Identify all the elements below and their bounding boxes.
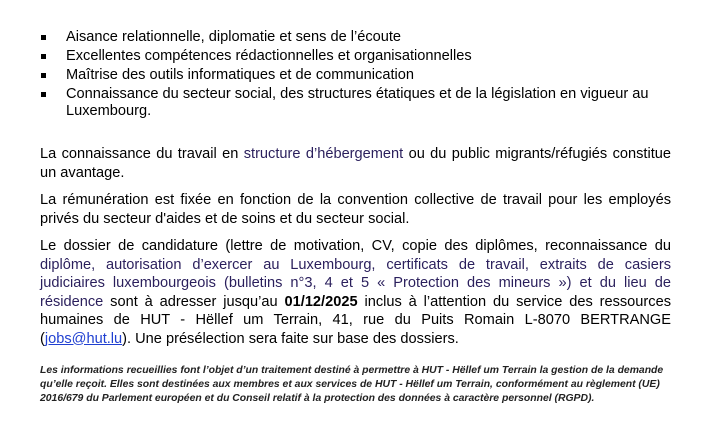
skills-list xyxy=(40,29,680,122)
deadline-date: 01/12/2025 xyxy=(284,293,358,310)
highlighted-phrase: structure d’hébergement xyxy=(243,146,404,162)
gdpr-footnote: Les informations recueillies font l’objet d’un traitement destiné à permettre à HUT - Hëllef um Terrain la gestion de la demande qu’elle reçoit. Elles sont destinées aux membres et aux services de HUT - Hëllef um Terrain, conformément au règlement (UE) 2016/679 du Parlement européen et du Conseil relatif à la protection des données à caractère personnel (RGPD). xyxy=(40,365,664,404)
list-item xyxy=(40,48,680,65)
list-item xyxy=(40,67,680,84)
advantage-paragraph: La connaissance du travail en structure d’hébergement ou du public migrants/réfugiés constitue un avantage. xyxy=(40,146,671,181)
list-item xyxy=(40,86,680,120)
list-item xyxy=(40,29,680,46)
bullet-icon xyxy=(41,92,46,97)
email-link[interactable]: jobs@hut.lu xyxy=(44,330,123,347)
bullet-icon xyxy=(41,35,46,40)
salary-paragraph: La rémunération est fixée en fonction de la convention collective de travail pour les employés privés du secteur d'aides et de soins et du secteur social. xyxy=(40,192,671,227)
list-item-text: Aisance relationnelle, diplomatie et sens de l’écoute xyxy=(66,29,402,45)
bullet-icon xyxy=(41,73,46,78)
list-item-text: Connaissance du secteur social, des structures étatiques et de la législation en vigueur au Luxembourg. xyxy=(66,86,649,119)
application-paragraph: Le dossier de candidature (lettre de motivation, CV, copie des diplômes, reconnaissance du diplôme, autorisation d’exercer au Luxembourg, certificats de travail, extraits de casiers judiciaires luxembourgeois (bulletins n°3, 4 et 5 « Protection des mineurs ») et du lieu de résidence sont à adresser jusqu’au 01/12/2025 inclus à l’attention du service des ressources humaines de HUT - Hëllef um Terrain, 41, rue du Puits Romain L-8070 BERTRANGE (jobs@hut.lu). Une présélection sera faite sur base des dossiers. xyxy=(40,238,671,347)
list-item-text: Excellentes compétences rédactionnelles et organisationnelles xyxy=(66,48,472,64)
bullet-icon xyxy=(41,54,46,59)
list-item-text: Maîtrise des outils informatiques et de communication xyxy=(66,67,414,83)
